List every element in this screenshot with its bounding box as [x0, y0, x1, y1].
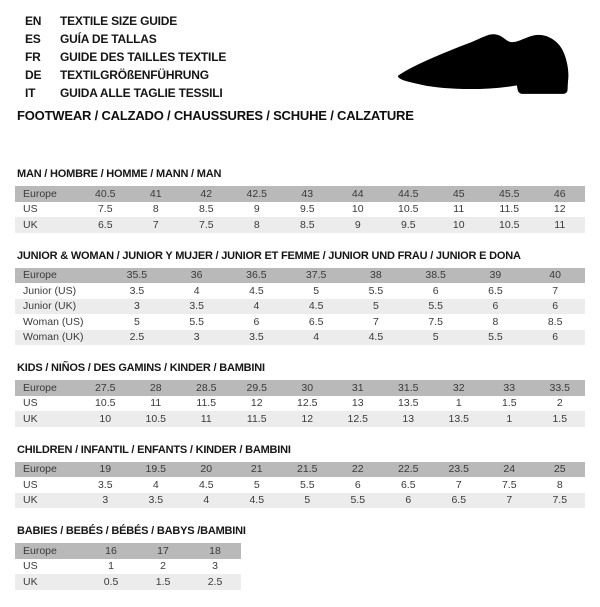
language-title: GUIDE DES TAILLES TEXTILE: [60, 50, 227, 64]
size-cell: 9: [253, 203, 260, 216]
size-cell: 10.5: [145, 412, 166, 425]
size-cell: 3.5: [148, 494, 164, 507]
size-cell: 5: [432, 331, 439, 344]
size-cell: 3: [102, 494, 109, 507]
size-cell: 41: [149, 187, 162, 200]
size-cell: 13: [402, 412, 415, 425]
size-cell: 2: [160, 560, 166, 573]
size-cell: 5: [313, 284, 320, 297]
size-cell: 37.5: [305, 269, 327, 282]
language-code: FR: [25, 50, 41, 64]
size-cell: 36.5: [246, 269, 267, 282]
size-cell: 31: [351, 381, 364, 394]
row-label: Europe: [23, 187, 57, 200]
table-row: [15, 314, 585, 330]
size-cell: 5.5: [299, 478, 315, 491]
row-label: US: [23, 203, 38, 216]
table-row: [15, 202, 585, 218]
row-label: Europe: [23, 269, 57, 282]
size-cell: 8: [253, 218, 260, 231]
size-cell: 6: [552, 300, 559, 313]
size-cell: 25: [553, 463, 566, 476]
size-cell: 8.5: [299, 218, 315, 231]
table-row: [15, 574, 241, 590]
size-cell: 10: [99, 412, 112, 425]
size-cell: 7: [455, 478, 462, 491]
table-title-junior-woman: JUNIOR & WOMAN / JUNIOR Y MUJER / JUNIOR ET FEMME / JUNIOR UND FRAU / JUNIOR E DONA: [17, 249, 521, 262]
size-cell: 4.5: [249, 494, 265, 507]
size-cell: 2: [556, 397, 563, 410]
size-cell: 3.5: [129, 284, 145, 297]
size-cell: 9.5: [299, 203, 315, 216]
row-label: Junior (US): [23, 284, 77, 297]
size-cell: 42.5: [246, 187, 267, 200]
size-cell: 4: [152, 478, 159, 491]
size-cell: 9: [354, 218, 361, 231]
size-cell: 7.5: [97, 203, 113, 216]
size-cell: 5: [304, 494, 311, 507]
size-cell: 43: [301, 187, 314, 200]
table-row: [15, 396, 585, 412]
size-cell: 1.5: [501, 397, 517, 410]
size-cell: 4: [253, 300, 260, 313]
size-cell: 5: [253, 478, 260, 491]
size-cell: 36: [190, 269, 203, 282]
language-title: TEXTILGRÖßENFÜHRUNG: [60, 68, 209, 82]
size-cell: 4: [193, 284, 200, 297]
size-cell: 1: [108, 560, 114, 573]
size-table-man: [15, 186, 585, 233]
size-cell: 3.5: [97, 478, 113, 491]
section-junior-woman: [15, 250, 585, 346]
size-cell: 20: [200, 463, 213, 476]
size-cell: 38: [370, 269, 382, 282]
section-children: [15, 444, 585, 509]
table-header-row: [15, 462, 585, 478]
size-cell: 40.5: [95, 187, 116, 200]
language-title: GUIDA ALLE TAGLIE TESSILI: [60, 86, 223, 100]
size-cell: 4: [313, 331, 320, 344]
size-cell: 3: [212, 560, 218, 573]
size-cell: 13: [351, 397, 364, 410]
table-title-children: CHILDREN / INFANTIL / ENFANTS / KINDER / BAMBINI: [17, 443, 291, 456]
size-cell: 33: [503, 381, 516, 394]
row-label: UK: [23, 575, 38, 588]
size-cell: 5.5: [368, 284, 384, 297]
language-row: [25, 84, 226, 102]
row-label: US: [23, 478, 38, 491]
size-cell: 6: [405, 494, 412, 507]
size-cell: 31.5: [398, 381, 419, 394]
table-row: [15, 559, 241, 575]
table-title-kids: KIDS / NIÑOS / DES GAMINS / KINDER / BAMBINI: [17, 362, 265, 374]
table-header-row: [15, 380, 585, 396]
size-cell: 5.5: [488, 331, 503, 344]
size-cell: 28: [149, 381, 162, 394]
size-cell: 38.5: [425, 269, 446, 282]
section-kids: [15, 362, 585, 427]
size-cell: 10.5: [398, 203, 419, 216]
size-cell: 6: [354, 478, 361, 491]
size-cell: 6.5: [308, 315, 324, 328]
size-cell: 5: [372, 300, 379, 313]
size-cell: 4.5: [198, 478, 214, 491]
size-cell: 13.5: [448, 412, 469, 425]
size-cell: 3: [133, 300, 140, 313]
size-cell: 11: [150, 397, 162, 410]
size-cell: 12.5: [347, 412, 368, 425]
size-cell: 1.5: [155, 575, 171, 588]
size-cell: 7.5: [198, 218, 214, 231]
size-cell: 27.5: [95, 381, 116, 394]
size-cell: 4: [203, 494, 210, 507]
size-cell: 1.5: [552, 412, 568, 425]
size-cell: 5.5: [428, 300, 443, 313]
size-cell: 17: [157, 544, 169, 557]
table-row: [15, 299, 585, 315]
shoe-icon: [388, 26, 572, 98]
language-code: IT: [25, 86, 36, 100]
size-cell: 7: [506, 494, 513, 507]
size-cell: 42: [200, 187, 213, 200]
size-cell: 45.5: [499, 187, 520, 200]
size-cell: 29.5: [246, 381, 267, 394]
size-cell: 6.5: [97, 218, 113, 231]
language-row: [25, 66, 226, 84]
language-row: [25, 12, 226, 30]
row-label: Europe: [23, 463, 57, 476]
size-cell: 1: [455, 397, 462, 410]
size-cell: 28.5: [196, 381, 217, 394]
size-cell: 32: [452, 381, 465, 394]
row-label: Europe: [23, 381, 57, 394]
row-label: Europe: [23, 544, 57, 557]
size-cell: 12: [250, 397, 263, 410]
size-cell: 8: [152, 203, 159, 216]
size-cell: 6: [552, 331, 559, 344]
size-cell: 39: [489, 269, 502, 282]
size-cell: 11: [554, 218, 566, 231]
size-cell: 6.5: [451, 494, 467, 507]
size-table-kids: [15, 380, 585, 427]
size-cell: 11.5: [246, 412, 267, 425]
size-cell: 5: [133, 315, 140, 328]
size-table-babies: [15, 543, 241, 590]
table-title-man: MAN / HOMBRE / HOMME / MANN / MAN: [17, 168, 222, 180]
size-cell: 6.5: [400, 478, 416, 491]
size-cell: 7: [552, 284, 559, 297]
size-cell: 3.5: [249, 331, 264, 344]
table-header-row: [15, 543, 241, 559]
row-label: UK: [23, 494, 38, 507]
size-cell: 7.5: [428, 315, 443, 328]
size-cell: 21: [250, 463, 263, 476]
size-cell: 8: [492, 315, 499, 328]
size-cell: 11.5: [499, 203, 520, 216]
size-cell: 8: [556, 478, 563, 491]
size-cell: 6.5: [488, 284, 503, 297]
size-cell: 7: [372, 315, 379, 328]
size-cell: 2.5: [207, 575, 223, 588]
size-cell: 2.5: [129, 331, 145, 344]
table-row: [15, 330, 585, 346]
size-cell: 22: [351, 463, 364, 476]
language-title: GUÍA DE TALLAS: [60, 32, 157, 46]
size-cell: 22.5: [398, 463, 419, 476]
size-cell: 19: [99, 463, 112, 476]
row-label: Woman (UK): [23, 331, 84, 344]
size-cell: 7: [152, 218, 159, 231]
table-row: [15, 493, 585, 509]
category-heading: FOOTWEAR / CALZADO / CHAUSSURES / SCHUHE / CALZATURE: [17, 108, 414, 123]
size-cell: 18: [209, 544, 221, 557]
language-row: [25, 48, 226, 66]
size-cell: 8.5: [198, 203, 214, 216]
size-cell: 10: [351, 203, 364, 216]
size-cell: 6: [492, 300, 499, 313]
row-label: US: [23, 397, 38, 410]
size-cell: 10.5: [499, 218, 520, 231]
size-cell: 6: [432, 284, 439, 297]
size-cell: 19.5: [145, 463, 166, 476]
size-cell: 13.5: [398, 397, 419, 410]
table-row: [15, 283, 585, 299]
size-cell: 35.5: [126, 269, 148, 282]
size-cell: 4.5: [249, 284, 264, 297]
size-cell: 21.5: [297, 463, 318, 476]
row-label: Woman (US): [23, 315, 84, 328]
section-babies: [15, 525, 585, 590]
table-header-row: [15, 268, 585, 284]
size-cell: 12.5: [297, 397, 318, 410]
row-label: US: [23, 560, 38, 573]
size-cell: 0.5: [103, 575, 119, 588]
size-cell: 4.5: [368, 331, 384, 344]
table-title-babies: BABIES / BEBÉS / BÉBÉS / BABYS /BAMBINI: [17, 525, 246, 537]
language-code: DE: [25, 68, 42, 82]
table-row: [15, 411, 585, 427]
section-man: [15, 168, 585, 233]
size-cell: 4.5: [308, 300, 324, 313]
size-cell: 30: [301, 381, 314, 394]
size-cell: 10.5: [95, 397, 116, 410]
size-cell: 5.5: [189, 315, 204, 328]
language-code: EN: [25, 14, 42, 28]
size-cell: 7.5: [501, 478, 517, 491]
size-cell: 11.5: [196, 397, 217, 410]
size-cell: 33.5: [549, 381, 570, 394]
size-cell: 12: [553, 203, 566, 216]
size-cell: 10: [452, 218, 465, 231]
table-row: [15, 477, 585, 493]
size-cell: 44: [351, 187, 364, 200]
size-tables-container: [15, 168, 585, 607]
row-label: Junior (UK): [23, 300, 77, 313]
table-header-row: [15, 186, 585, 202]
size-table-junior-woman: [15, 268, 585, 346]
size-cell: 9.5: [400, 218, 416, 231]
language-row: [25, 30, 226, 48]
table-row: [15, 217, 585, 233]
size-cell: 23.5: [448, 463, 469, 476]
row-label: UK: [23, 218, 38, 231]
size-cell: 45: [452, 187, 465, 200]
size-cell: 24: [503, 463, 516, 476]
language-code: ES: [25, 32, 41, 46]
size-cell: 16: [105, 544, 117, 557]
size-cell: 6: [253, 315, 260, 328]
size-cell: 12: [301, 412, 314, 425]
size-table-children: [15, 462, 585, 509]
size-cell: 8.5: [547, 315, 563, 328]
size-cell: 1: [506, 412, 513, 425]
language-list: [25, 12, 226, 102]
size-cell: 44.5: [398, 187, 419, 200]
size-cell: 3.5: [189, 300, 204, 313]
size-cell: 11: [200, 412, 212, 425]
size-cell: 40: [549, 269, 561, 282]
row-label: UK: [23, 412, 38, 425]
size-cell: 7.5: [552, 494, 568, 507]
size-cell: 46: [553, 187, 566, 200]
size-cell: 5.5: [350, 494, 366, 507]
language-title: TEXTILE SIZE GUIDE: [60, 14, 178, 28]
size-cell: 11: [453, 203, 465, 216]
size-cell: 3: [193, 331, 200, 344]
